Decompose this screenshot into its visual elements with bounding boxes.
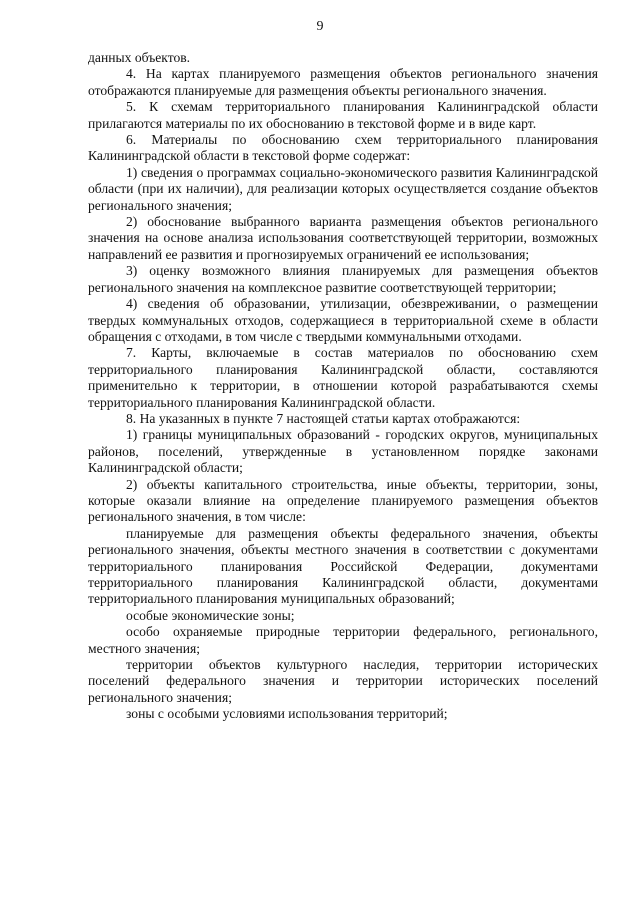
paragraph-sub-economic-zones: особые экономические зоны; — [126, 607, 295, 623]
page-number: 9 — [316, 19, 324, 34]
paragraph-item-8: 8. На указанных в пункте 7 настоящей статьи картах отображаются: — [126, 410, 521, 426]
document-body — [88, 50, 598, 723]
paragraph-item-6: 6. Материалы по обоснованию схем территориального планирования Калининградской области в текстовой форме содержат: — [88, 132, 598, 164]
paragraph-item-8-1: 1) границы муниципальных образований - городских округов, муниципальных районов, поселений, утвержденные в установленном порядке законами Калининградской области; — [88, 427, 598, 476]
paragraph-item-7: 7. Карты, включаемые в состав материалов по обоснованию схем территориального планирования Калининградской области, составляются применительно к территории, в отношении которой разрабатываются схемы территориального планирования Калининградской области. — [88, 345, 598, 410]
paragraph-sub-special-zones: зоны с особыми условиями использования территорий; — [126, 706, 448, 722]
paragraph-item-6-3: 3) оценку возможного влияния планируемых для размещения объектов регионального значения на комплексное развитие соответствующей территории; — [88, 263, 598, 295]
paragraph-item-4: 4. На картах планируемого размещения объектов регионального значения отображаются планируемые для размещения объекты регионального значения. — [88, 66, 598, 98]
paragraph-sub-cultural-heritage: территории объектов культурного наследия, территории исторических поселений федерального значения и территории исторических поселений регионального значения; — [88, 657, 598, 705]
paragraph-sub-federal-objects: планируемые для размещения объекты федерального значения, объекты регионального значения, объекты местного значения в соответствии с документами территориального планирования Российской Федерации, документами территориального планирования Калининградской области, документами территориального планирования муниципальных образований; — [88, 525, 598, 607]
paragraph-item-6-1: 1) сведения о программах социально-экономического развития Калининградской области (при их наличии), для реализации которых осуществляется создание объектов регионального значения; — [88, 164, 598, 213]
paragraph-sub-protected-areas: особо охраняемые природные территории федерального, регионального, местного значения; — [88, 624, 598, 656]
paragraph-item-8-2: 2) объекты капитального строительства, иные объекты, территории, зоны, которые оказали влияние на определение планируемого размещения объектов регионального значения, в том числе: — [88, 476, 598, 525]
paragraph-continuation: данных объектов. — [88, 50, 191, 65]
paragraph-item-6-2: 2) обоснование выбранного варианта размещения объектов регионального значения на основе анализа использования соответствующей территории, возможных направлений ее развития и прогнозируемых ограничений ее использования; — [88, 214, 598, 262]
paragraph-item-6-4: 4) сведения об образовании, утилизации, обезвреживании, о размещении твердых коммунальных отходов, содержащиеся в территориальной схеме в области обращения с отходами, в том числе с твердыми коммунальными отходами. — [88, 296, 598, 344]
paragraph-item-5: 5. К схемам территориального планирования Калининградской области прилагаются материалы по их обоснованию в текстовой форме и в виде карт. — [88, 99, 598, 131]
